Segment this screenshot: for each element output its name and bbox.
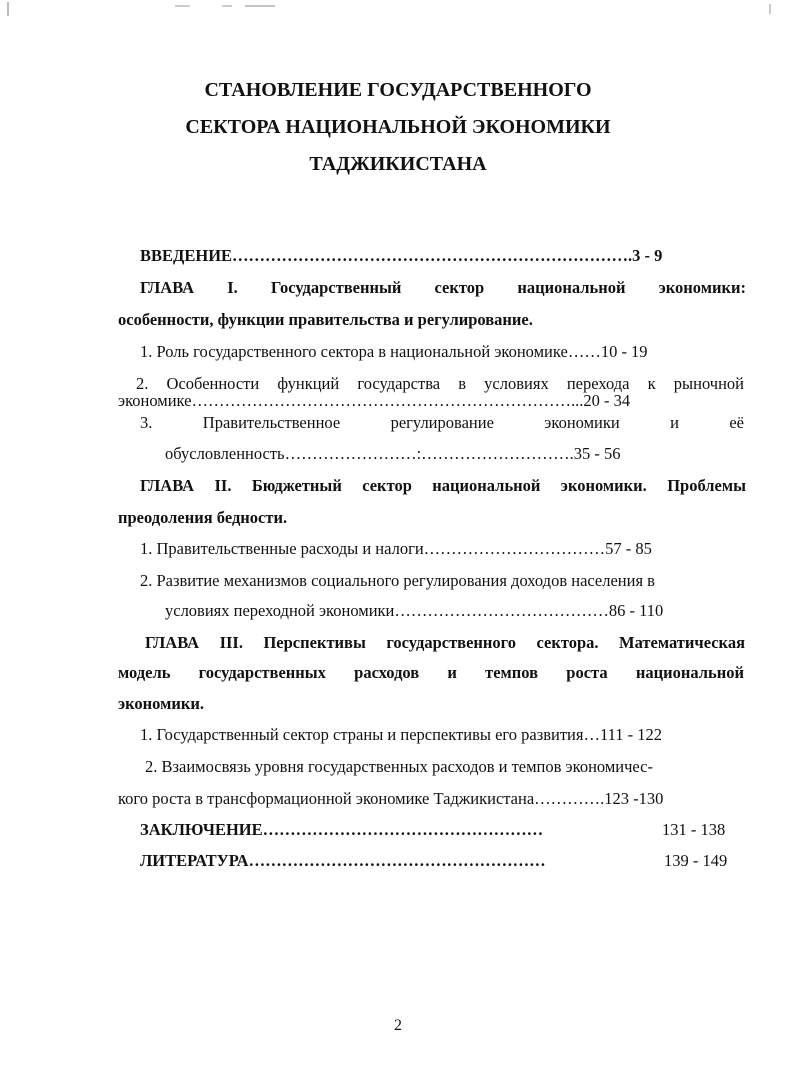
toc-chapter-1-section-3b: обусловленность……………………:……………………….35 - 56 bbox=[165, 444, 621, 463]
toc-chapter-3-subheading: модель государственных расходов и темпов роста национальной bbox=[118, 663, 744, 682]
toc-chapter-1-section-2a: 2. Особенности функций государства в условиях перехода к рыночной bbox=[136, 374, 744, 393]
toc-chapter-3-section-2b: кого роста в трансформационной экономике Таджикистана………….123 -130 bbox=[118, 789, 664, 808]
toc-chapter-2-heading: ГЛАВА II. Бюджетный сектор национальной экономики. Проблемы bbox=[140, 476, 746, 495]
toc-chapter-3-section-2a: 2. Взаимосвязь уровня государственных расходов и темпов экономичес- bbox=[145, 757, 653, 776]
toc-literature: ЛИТЕРАТУРА……………………………………………… bbox=[140, 851, 546, 870]
toc-conclusion: ЗАКЛЮЧЕНИЕ…………………………………………… bbox=[140, 820, 544, 839]
toc-conclusion-pages: 131 - 138 bbox=[662, 820, 726, 839]
toc-chapter-2-subheading: преодоления бедности. bbox=[118, 508, 288, 527]
title-line-2: СЕКТОРА НАЦИОНАЛЬНОЙ ЭКОНОМИКИ bbox=[185, 116, 611, 138]
toc-chapter-3-heading: ГЛАВА III. Перспективы государственного сектора. Математическая bbox=[145, 633, 745, 652]
scan-marks bbox=[0, 0, 796, 20]
toc-chapter-3-section-1: 1. Государственный сектор страны и перспективы его развития…111 - 122 bbox=[140, 725, 662, 744]
toc-intro: ВВЕДЕНИЕ……………………………………………………………….3 - 9 bbox=[140, 246, 663, 265]
document-title bbox=[0, 72, 796, 183]
toc-chapter-3-subheading-end: экономики. bbox=[118, 694, 204, 713]
toc-chapter-2-section-1: 1. Правительственные расходы и налоги……………………………57 - 85 bbox=[140, 539, 652, 558]
page-number: 2 bbox=[394, 1017, 402, 1034]
toc-chapter-2-section-2b: условиях переходной экономики…………………………………86 - 110 bbox=[165, 601, 664, 620]
toc-chapter-2-section-2a: 2. Развитие механизмов социального регулирования доходов населения в bbox=[140, 571, 655, 590]
toc-chapter-1-section-1: 1. Роль государственного сектора в национальной экономике……10 - 19 bbox=[140, 342, 648, 361]
toc-chapter-1-subheading: особенности, функции правительства и регулирование. bbox=[118, 310, 533, 329]
title-line-1: СТАНОВЛЕНИЕ ГОСУДАРСТВЕННОГО bbox=[204, 79, 592, 101]
title-line-3: ТАДЖИКИСТАНА bbox=[309, 153, 487, 175]
toc-chapter-1-section-3a: 3. Правительственное регулирование экономики и её bbox=[140, 413, 744, 432]
toc-chapter-1-section-2b: экономике……………………………………………………………...20 - 34 bbox=[118, 391, 631, 410]
toc-chapter-1-heading: ГЛАВА I. Государственный сектор национальной экономики: bbox=[140, 278, 746, 297]
toc-literature-pages: 139 - 149 bbox=[664, 851, 728, 870]
